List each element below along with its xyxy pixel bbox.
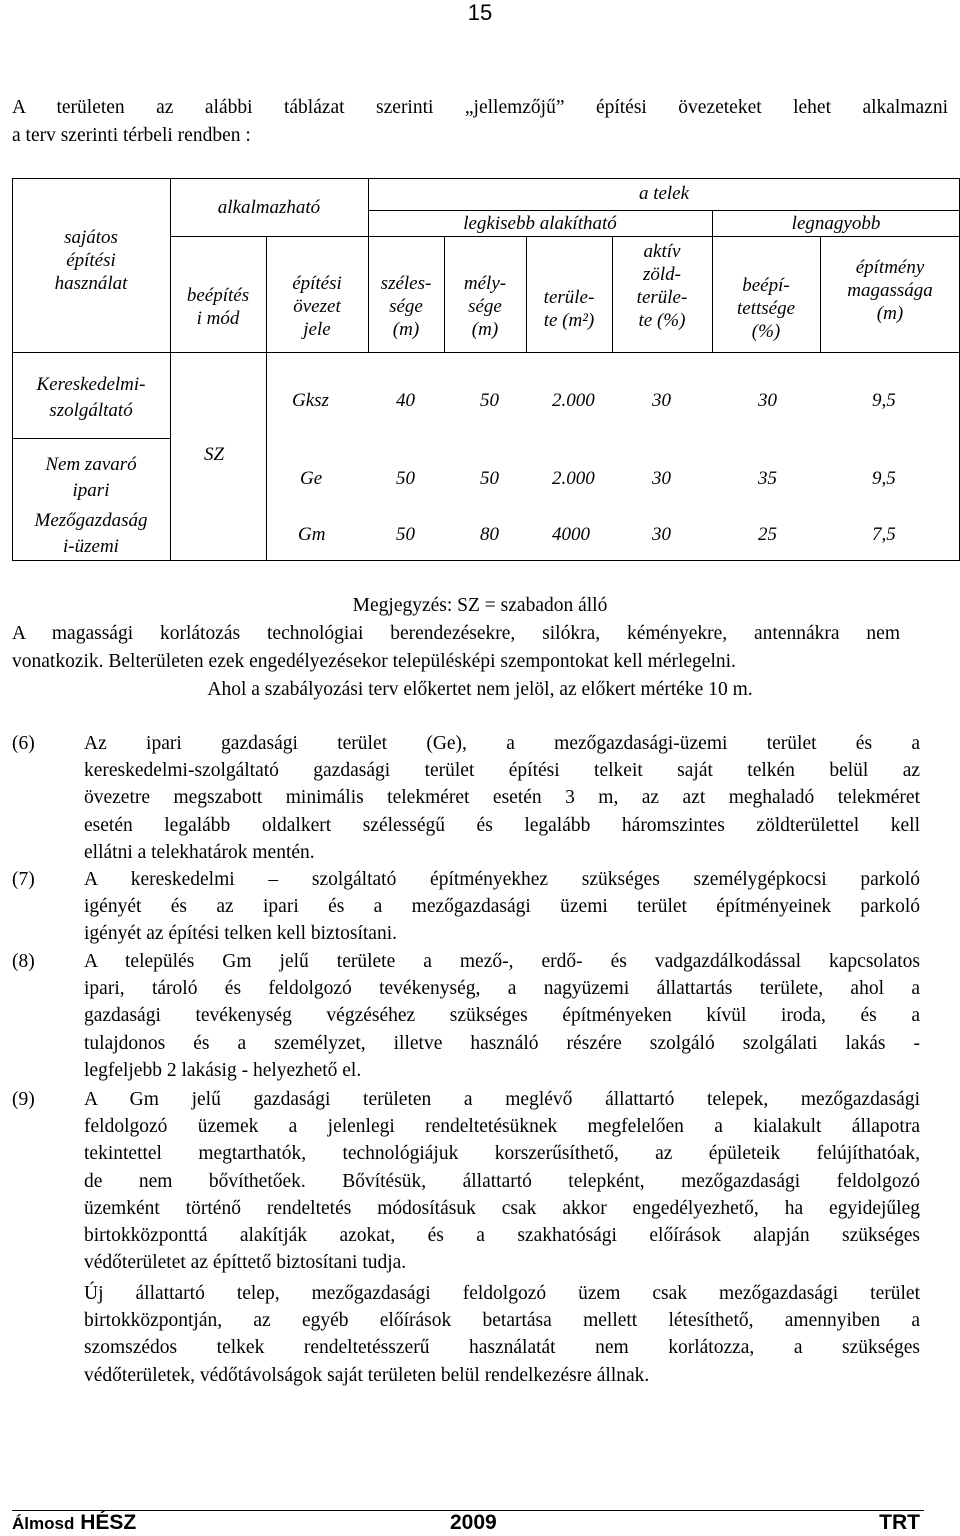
row-green: 30 — [652, 468, 671, 489]
paragraph-line: övezetre megszabott minimális telekméret esetén 3 m, az azt meghaladó telekméret — [84, 787, 920, 809]
row-area: 4000 — [552, 524, 590, 545]
row-use-nem-zavaro-ipari: Nem zavaró ipari — [45, 454, 137, 501]
note-line: Megjegyzés: SZ = szabadon álló — [352, 595, 608, 616]
paragraph-line: védőterületet az építtető biztosítani tudja. — [84, 1252, 407, 1274]
row-width: 50 — [396, 468, 415, 489]
mode-sz: SZ — [204, 444, 225, 465]
paragraph-line: tekintettel megtarthatók, technológiájuk korszerűsíthető, az épületeik felújíthatóak, — [84, 1143, 920, 1165]
footer-year: 2009 — [450, 1511, 497, 1534]
row-depth: 80 — [480, 524, 499, 545]
row-depth: 50 — [480, 390, 499, 411]
paragraph-6 — [12, 730, 920, 866]
paragraph-line: Az ipari gazdasági terület (Ge), a mezőgazdasági-üzemi terület és a — [84, 733, 920, 754]
note-line: vonatkozik. Belterületen ezek engedélyezésekor településképi szempontokat kell mérlegelni. — [12, 651, 736, 672]
paragraph-number: (9) — [12, 1089, 35, 1110]
header-szelessege: széles- sége (m) — [380, 273, 432, 340]
header-sajatos-hasznalat: sajátos építési használat — [54, 227, 128, 294]
row-height: 9,5 — [872, 390, 896, 411]
row-code: Ge — [300, 468, 323, 489]
header-terulete: terüle- te (m²) — [543, 287, 595, 331]
note-line: Ahol a szabályozási terv előkertet nem jelöl, az előkert mértéke 10 m. — [207, 679, 753, 700]
header-melysege: mély- sége (m) — [463, 273, 507, 340]
paragraph-number: (8) — [12, 951, 35, 972]
header-aktiv-zoldterulet: aktív zöld- terüle- te (%) — [636, 241, 688, 331]
paragraph-line: de nem bővíthetőek. Bővítésük, állattartó telepként, mezőgazdasági feldolgozó — [84, 1170, 920, 1192]
paragraph-line: védőterületek, védőtávolságok saját területen belül rendelkezésre állnak. — [84, 1364, 650, 1386]
paragraph-line: üzemként történő rendeltetés módosításuk csak akkor engedélyezhető, ha egyidejűleg — [84, 1197, 920, 1219]
page-number: 15 — [467, 0, 493, 25]
paragraph-line: tulajdonos és a személyzet, illetve használó részére szolgáló szolgálati lakás - — [84, 1032, 920, 1054]
intro-line: a terv szerinti térbeli rendben : — [12, 125, 251, 146]
intro-line: A területen az alábbi táblázat szerinti „jellemzőjű” építési övezeteket lehet alkalmazni — [12, 97, 948, 118]
paragraph-line: Új állattartó telep, mezőgazdasági feldolgozó üzem csak mezőgazdasági terület — [84, 1283, 920, 1304]
row-depth: 50 — [480, 468, 499, 489]
paragraph-line: igényét és az ipari és a mezőgazdasági üzemi terület építményeinek parkoló — [84, 896, 920, 918]
paragraph-line: birtokközponttá alakítják azokat, és a szakhatósági előírások alapján szükséges — [84, 1225, 920, 1247]
paragraph-line: esetén legalább oldalkert szélességű és legalább háromszintes zöldterülettel kell — [84, 814, 920, 836]
table-notes — [0, 592, 960, 704]
intro-text — [12, 94, 948, 150]
paragraph-number: (6) — [12, 733, 35, 754]
paragraph-9 — [12, 1086, 920, 1276]
row-green: 30 — [652, 524, 671, 545]
paragraph-line: feldolgozó üzemek a jelenlegi rendeltetésüknek megfelelően a kialakult állapotra — [84, 1116, 920, 1138]
header-legkisebb: legkisebb alakítható — [463, 213, 617, 234]
row-height: 9,5 — [872, 468, 896, 489]
paragraph-line: kereskedelmi-szolgáltató gazdasági terület építési telkeit saját telkén belül az — [84, 760, 920, 782]
paragraph-line: A település Gm jelű területe a mező-, erdő- és vadgazdálkodással kapcsolatos — [84, 951, 920, 972]
row-built: 25 — [758, 524, 777, 545]
header-a-telek: a telek — [638, 183, 690, 204]
row-area: 2.000 — [552, 390, 595, 411]
row-code: Gm — [298, 524, 326, 545]
paragraph-number: (7) — [12, 869, 35, 890]
header-alkalmazhato: alkalmazható — [217, 197, 321, 218]
paragraph-line: birtokközpontján, az egyéb előírások betartása mellett létesíthető, amennyiben a — [84, 1310, 920, 1332]
row-code: Gksz — [292, 390, 329, 411]
paragraph-9-continued — [12, 1280, 920, 1389]
header-beepitettsege: beépí- tettsége (%) — [736, 275, 796, 342]
paragraph-line: ellátni a telekhatárok mentén. — [84, 841, 315, 863]
paragraph-8 — [12, 948, 920, 1084]
note-line: A magassági korlátozás technológiai berendezésekre, silókra, kéményekre, antennákra nem — [12, 623, 900, 644]
row-width: 50 — [396, 524, 415, 545]
paragraph-line: legfeljebb 2 lakásig - helyezhető el. — [84, 1059, 362, 1081]
header-beepites-mod: beépítés i mód — [186, 285, 250, 329]
header-epitesi-ovezet-jele: építési övezet jele — [292, 273, 342, 340]
row-width: 40 — [396, 390, 415, 411]
paragraph-line: ipari, tároló és feldolgozó tevékenység, a nagyüzemi állattartás területe, ahol a — [84, 978, 920, 1000]
footer-author: TRT — [879, 1511, 920, 1534]
row-height: 7,5 — [872, 524, 896, 545]
row-use-kereskedelmi: Kereskedelmi- szolgáltató — [36, 374, 146, 421]
header-legnagyobb: legnagyobb — [791, 213, 881, 234]
page-footer — [12, 1511, 920, 1535]
paragraph-line: igényét az építési telken kell biztosítani. — [84, 923, 397, 945]
paragraph-line: szomszédos telkek rendeltetésszerű használatát nem korlátozza, a szükséges — [84, 1337, 920, 1359]
header-epitmeny-magassaga: építmény magassága (m) — [847, 257, 933, 324]
row-built: 30 — [758, 390, 777, 411]
footer-title: Álmosd HÉSZ — [12, 1511, 137, 1534]
paragraph-7 — [12, 866, 920, 948]
row-use-mezogazdasagi: Mezőgazdaság i-üzemi — [34, 510, 148, 557]
row-built: 35 — [758, 468, 777, 489]
row-green: 30 — [652, 390, 671, 411]
row-area: 2.000 — [552, 468, 595, 489]
paragraph-line: gazdasági tevékenység végzéséhez szükséges építményeken kívül iroda, és a — [84, 1005, 920, 1027]
paragraph-line: A Gm jelű gazdasági területen a meglévő állattartó telepek, mezőgazdasági — [84, 1089, 920, 1110]
paragraph-line: A kereskedelmi – szolgáltató építményekhez szükséges személygépkocsi parkoló — [84, 869, 920, 890]
